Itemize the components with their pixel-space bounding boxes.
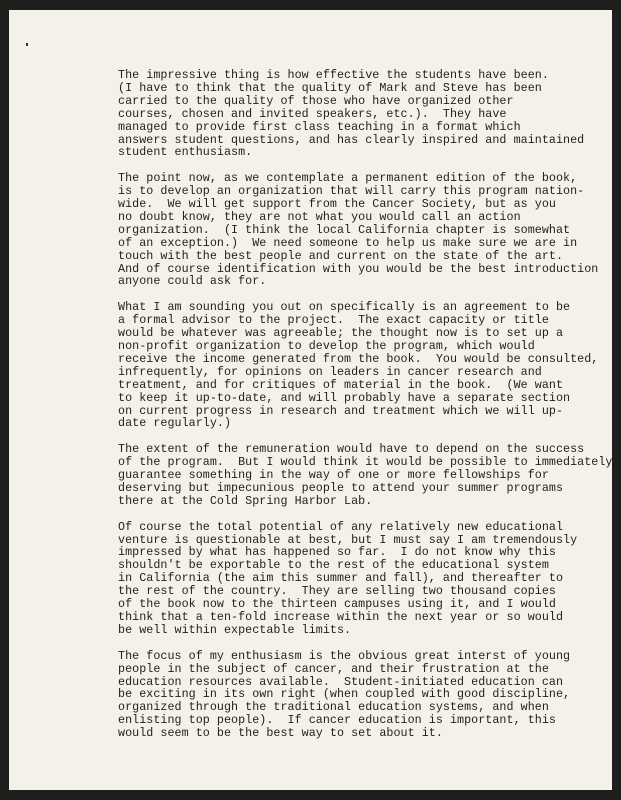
text-line: The point now, as we contemplate a permanent edition of the book, [118, 171, 578, 186]
text-line: guarantee something in the way of one or more fellowships for [118, 468, 549, 483]
text-line: people in the subject of cancer, and their frustration at the [118, 661, 549, 676]
text-line: Of course the total potential of any relatively new educational [118, 519, 564, 534]
text-line: answers student questions, and has clearly inspired and maintained [118, 132, 585, 147]
text-line: education resources available. Student-initiated education can [118, 674, 564, 689]
text-line: to keep it up-to-date, and will probably have a separate section [118, 390, 571, 405]
text-line: wide. We will get support from the Cancer Society, but as you [118, 197, 556, 212]
letter-body [118, 68, 613, 753]
paragraph [118, 442, 613, 508]
paragraph [118, 650, 608, 740]
text-line: on current progress in research and treatment which we will up- [118, 403, 564, 418]
text-line: would be whatever was agreeable; the thought now is to set up a [118, 326, 564, 341]
paragraph [118, 69, 608, 159]
text-line: And of course identification with you would be the best introduction [118, 261, 599, 276]
paragraph [118, 521, 608, 637]
text-line: (I have to think that the quality of Mark and Steve has been [118, 80, 542, 95]
text-line: a formal advisor to the project. The exact capacity or title [118, 313, 549, 328]
text-line: be exciting in its own right (when coupled with good discipline, [118, 687, 571, 702]
paragraph [118, 301, 608, 430]
text-line: carried to the quality of those who have organized other [118, 93, 514, 108]
text-line: The impressive thing is how effective the students have been. [118, 68, 549, 82]
text-line: treatment, and for critiques of material in the book. (We want [118, 377, 564, 392]
text-line: think that a ten-fold increase within the next year or so would [118, 610, 564, 624]
paragraph [118, 172, 608, 288]
text-line: touch with the best people and current on the state of the art. [118, 248, 564, 263]
text-line: anyone could ask for. [118, 274, 267, 289]
text-line: non-profit organization to develop the program, which would [118, 339, 535, 353]
text-line: impressed by what has happened so far. I do not know why this [118, 545, 556, 560]
text-line: organized through the traditional education systems, and when [118, 700, 549, 715]
text-line: there at the Cold Spring Harbor Lab. [118, 493, 373, 508]
text-line: enlisting top people). If cancer education is important, this [118, 713, 556, 728]
text-line: student enthusiasm. [118, 145, 253, 160]
text-line: The extent of the remuneration would have to depend on the success [118, 442, 585, 457]
text-line: organization. (I think the local California chapter is somewhat [118, 222, 571, 237]
text-line: of an exception.) We need someone to help us make sure we are in [118, 235, 578, 250]
text-line: the rest of the country. They are selling two thousand copies [118, 584, 556, 599]
text-line: courses, chosen and invited speakers, etc.). They have [118, 106, 507, 121]
text-line: infrequently, for opinions on leaders in cancer research and [118, 364, 542, 379]
text-line: deserving but impecunious people to attend your summer programs [118, 480, 564, 495]
text-line: no doubt know, they are not what you would call an action [118, 209, 521, 224]
text-line: managed to provide first class teaching in a format which [118, 119, 521, 134]
text-line: is to develop an organization that will carry this program nation- [118, 184, 585, 199]
text-line: shouldn't be exportable to the rest of the educational system [118, 558, 549, 573]
text-line: would seem to be the best way to set about it. [118, 726, 443, 741]
text-line: in California (the aim this summer and fall), and thereafter to [118, 571, 564, 586]
stray-mark [26, 43, 28, 46]
text-line: be well within expectable limits. [118, 622, 352, 637]
text-line: of the program. But I would think it would be possible to immediately [118, 455, 613, 470]
text-line: date regularly.) [118, 416, 232, 431]
text-line: The focus of my enthusiasm is the obvious great interst of young [118, 648, 571, 663]
text-line: of the book now to the thirteen campuses using it, and I would [118, 597, 556, 612]
text-line: receive the income generated from the book. You would be consulted, [118, 351, 599, 366]
text-line: venture is questionable at best, but I must say I am tremendously [118, 532, 578, 547]
text-line: What I am sounding you out on specifically is an agreement to be [118, 300, 571, 315]
